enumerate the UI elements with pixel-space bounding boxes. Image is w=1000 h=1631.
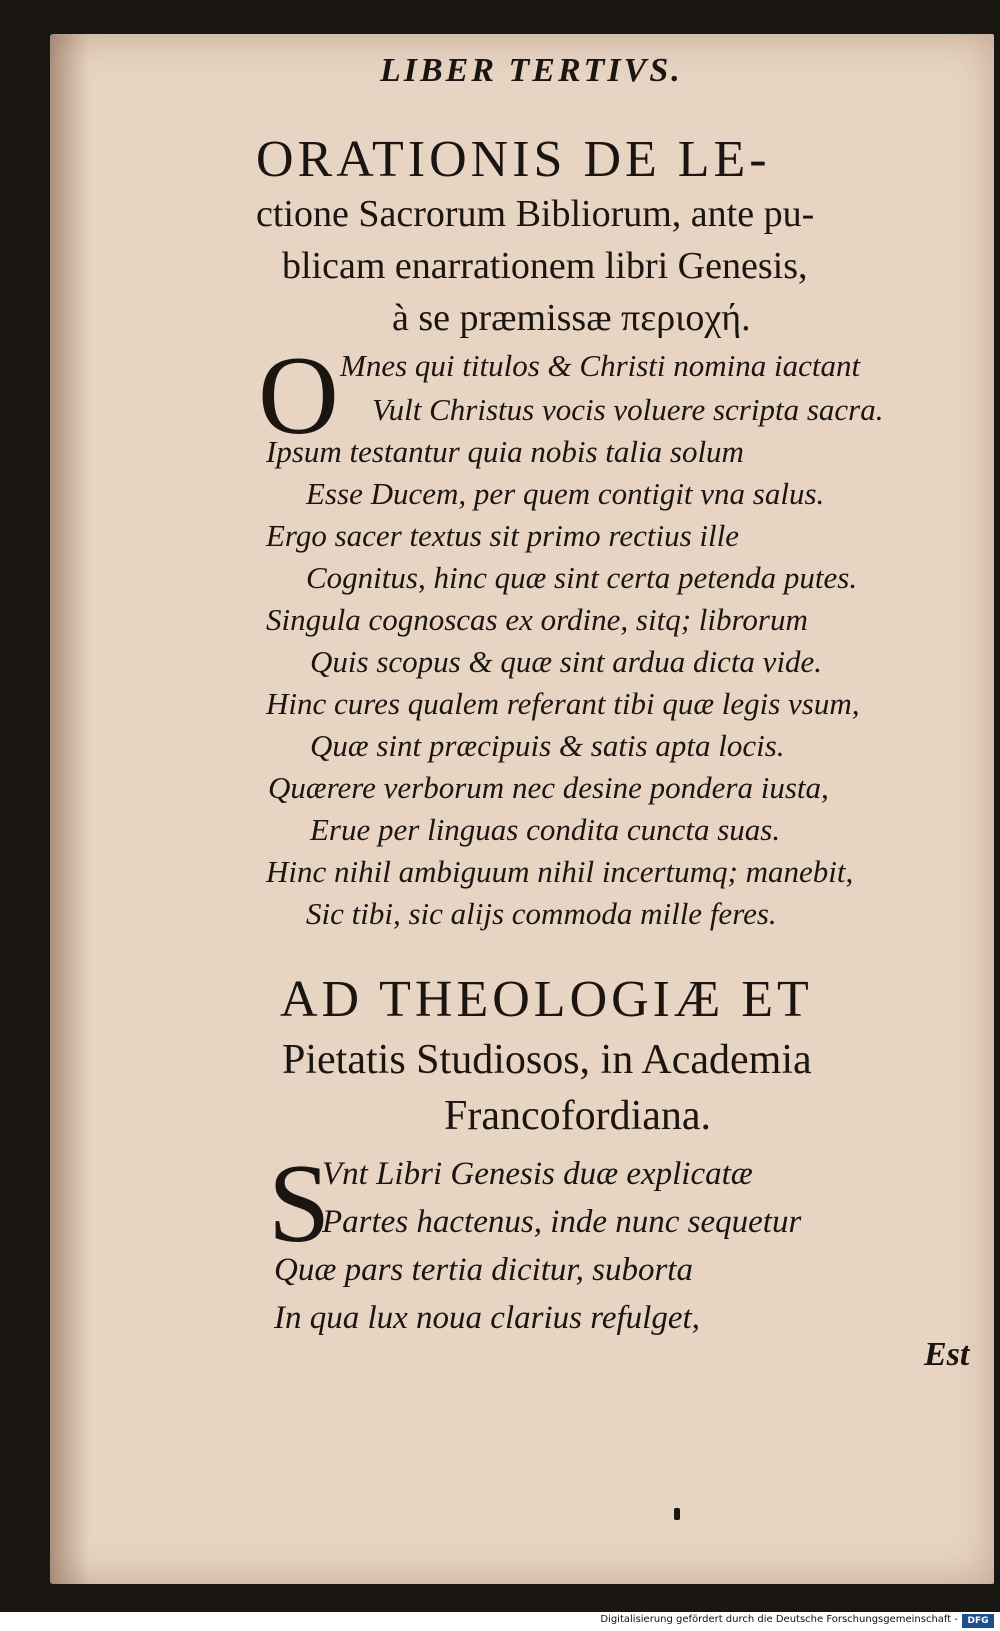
section1-heading-line-1: ORATIONIS DE LE- — [256, 131, 771, 188]
verse-line: Mnes qui titulos & Christi nomina iactant — [340, 348, 861, 383]
verse-line: Quæ pars tertia dicitur, suborta — [274, 1252, 693, 1288]
verse-line: Erue per linguas condita cuncta suas. — [310, 812, 781, 847]
verse-line: Ergo sacer textus sit primo rectius ille — [266, 518, 739, 553]
section1-heading-line-2: ctione Sacrorum Bibliorum, ante pu- — [256, 193, 815, 235]
section2-heading-line-2: Pietatis Studiosos, in Academia — [282, 1037, 812, 1083]
verse-line: Vult Christus vocis voluere scripta sacra. — [372, 392, 884, 427]
section2-dropcap: S — [268, 1142, 331, 1266]
footer-credit: Digitalisierung gefördert durch die Deutsche Forschungsgemeinschaft - — [600, 1614, 958, 1625]
verse-line: Hinc nihil ambiguum nihil incertumq; manebit, — [266, 854, 854, 889]
section1-heading-line-4: à se præmissæ περιοχή. — [392, 297, 751, 339]
running-head: LIBER TERTIVS. — [380, 52, 683, 89]
section2-heading-line-3: Francofordiana. — [444, 1093, 712, 1139]
section2-heading-line-1: AD THEOLOGIÆ ET — [280, 971, 813, 1028]
verse-line: Esse Ducem, per quem contigit vna salus. — [306, 476, 825, 511]
verse-line: Singula cognoscas ex ordine, sitq; librorum — [266, 602, 808, 637]
verse-line: Sic tibi, sic alijs commoda mille feres. — [306, 896, 777, 931]
verse-line: Partes hactenus, inde nunc sequetur — [322, 1204, 802, 1240]
verse-line: Quæ sint præcipuis & satis apta locis. — [310, 728, 785, 763]
verse-line: Quis scopus & quæ sint ardua dicta vide. — [310, 644, 823, 679]
dfg-logo: DFG — [962, 1614, 994, 1628]
verse-line: Cognitus, hinc quæ sint certa petenda putes. — [306, 560, 858, 595]
verse-line: In qua lux noua clarius refulget, — [274, 1300, 700, 1336]
catchword: Est — [924, 1336, 970, 1373]
verse-line: Vnt Libri Genesis duæ explicatæ — [322, 1156, 753, 1192]
verse-line: Ipsum testantur quia nobis talia solum — [266, 434, 744, 469]
verse-line: Quærere verborum nec desine pondera iusta, — [268, 770, 829, 805]
section1-heading-line-3: blicam enarrationem libri Genesis, — [282, 245, 808, 287]
verse-line: Hinc cures qualem referant tibi quæ legis vsum, — [266, 686, 860, 721]
page-gutter-shadow — [50, 34, 90, 1584]
ink-mark — [674, 1508, 680, 1520]
section1-dropcap: O — [258, 334, 339, 458]
